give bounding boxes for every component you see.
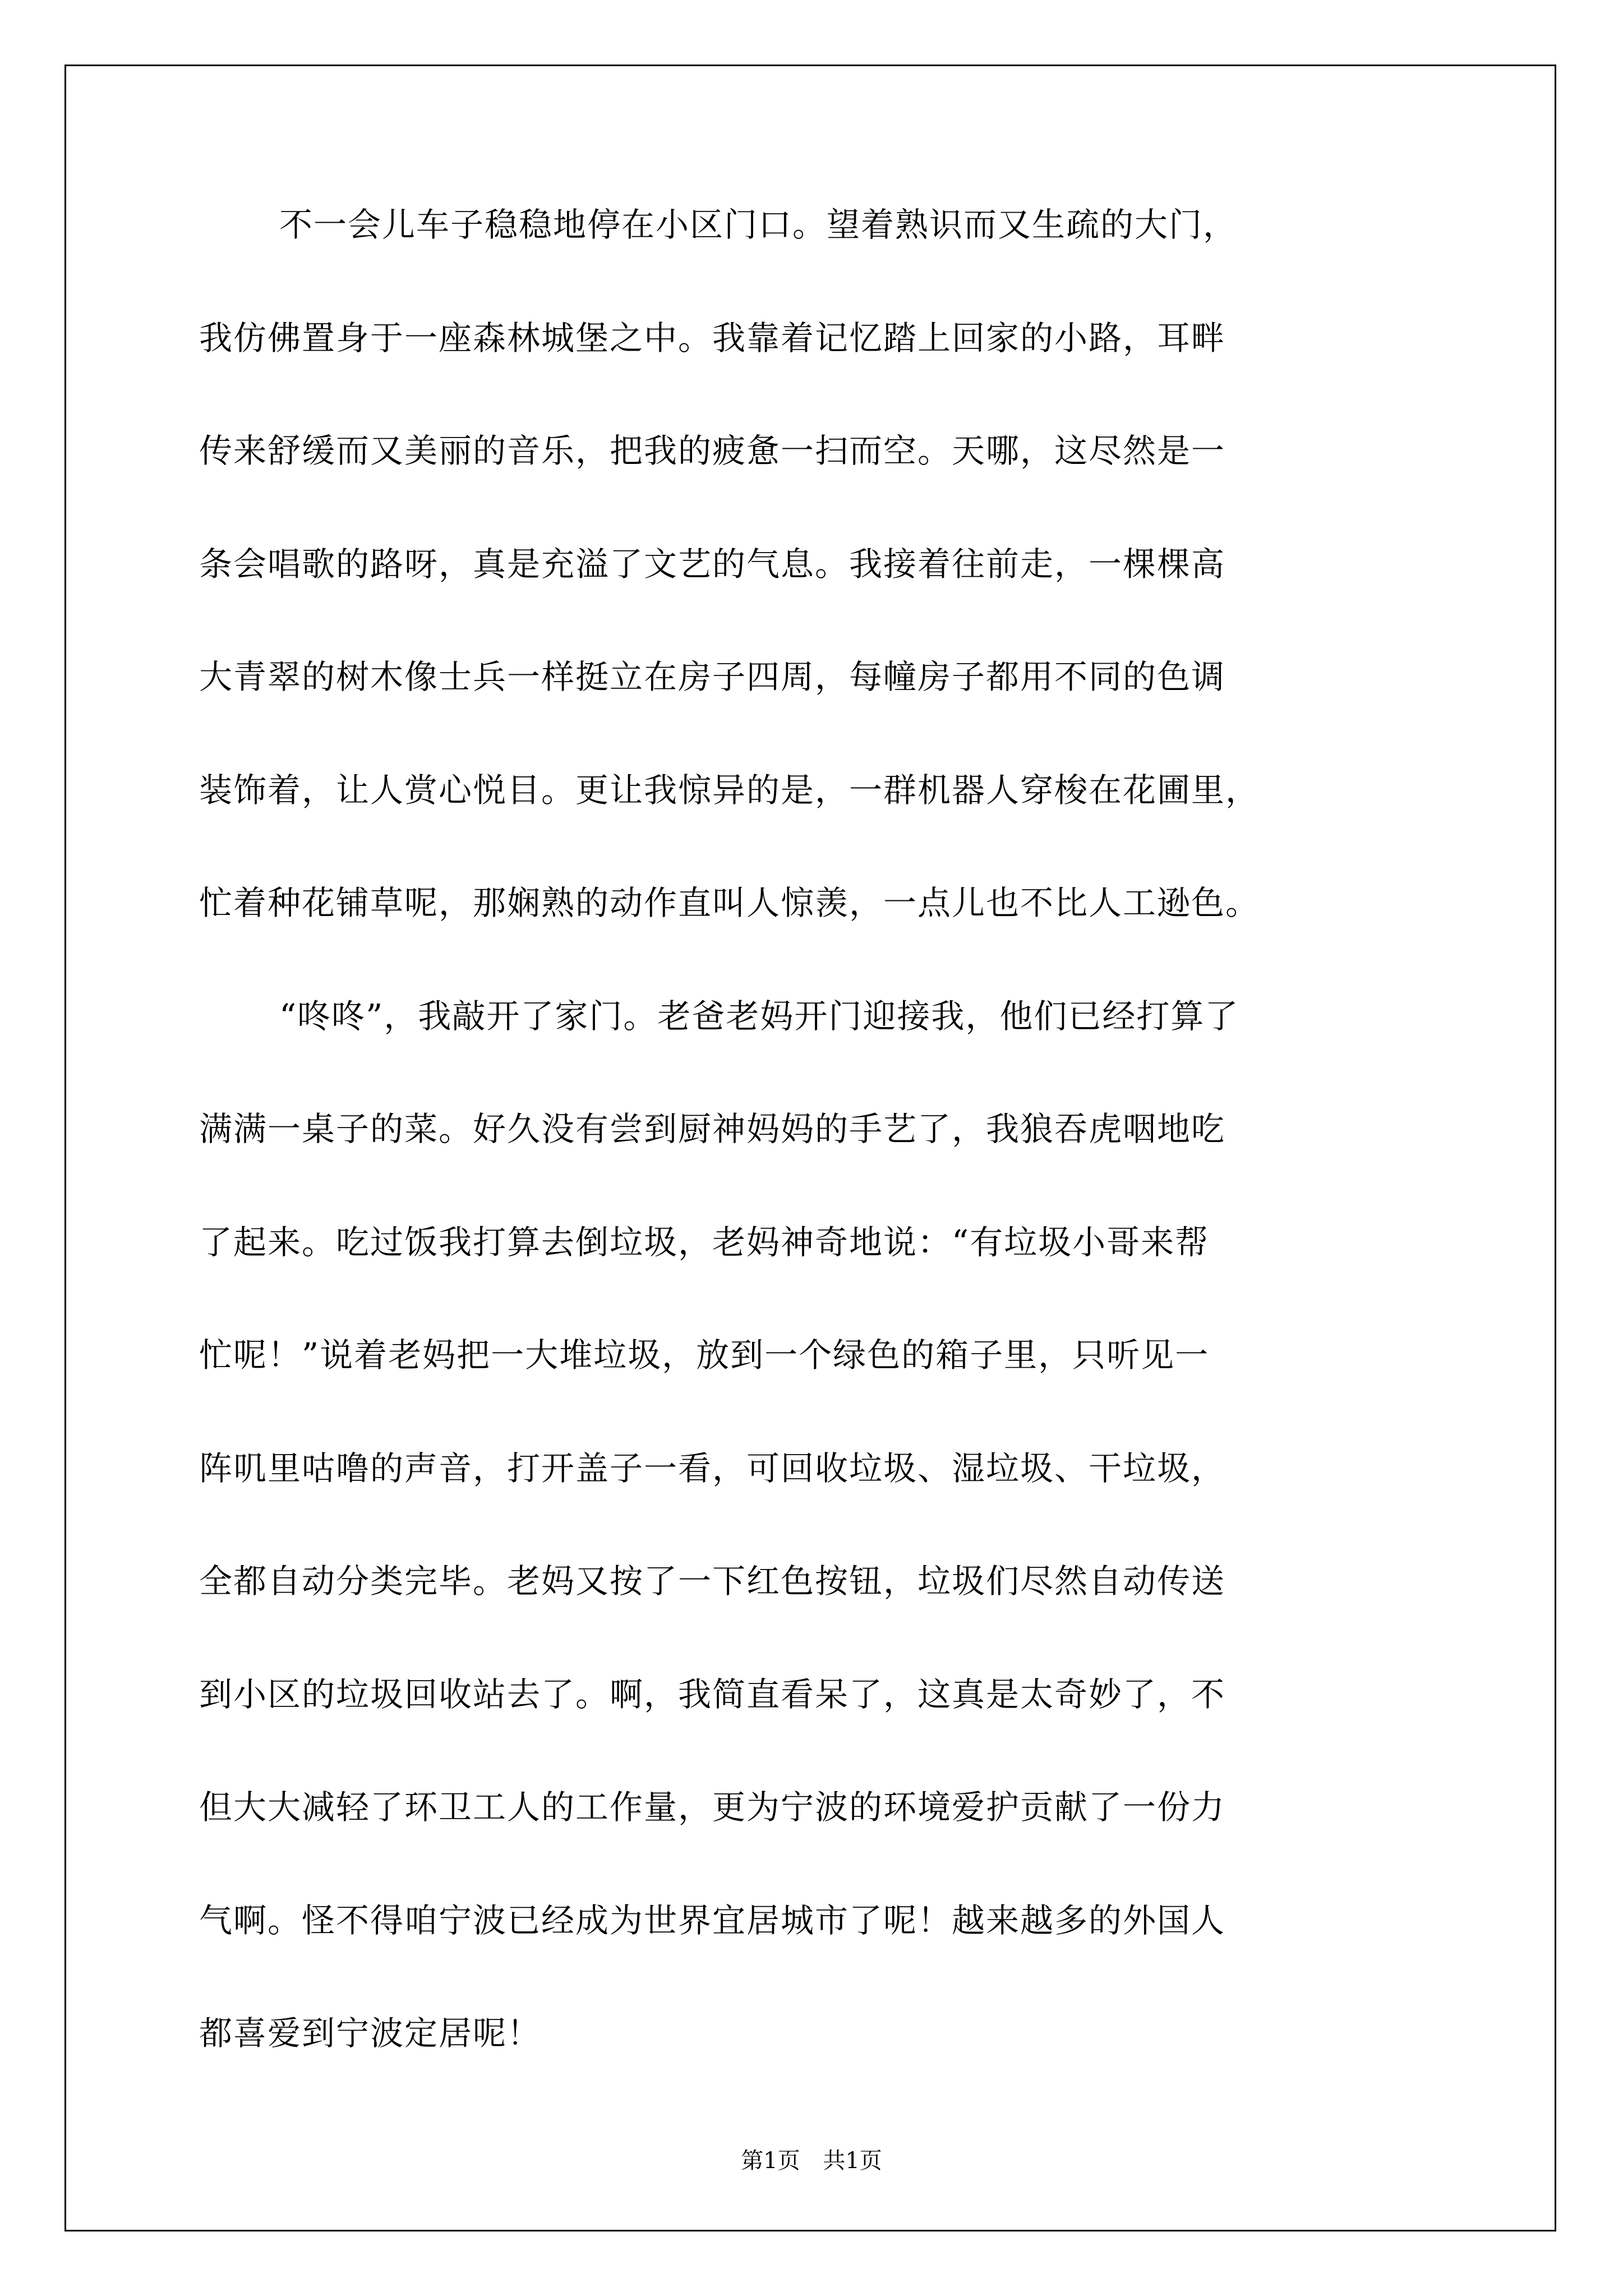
- page-count: 共1页: [823, 2148, 882, 2174]
- text-line: 到小区的垃圾回收站去了。啊，我简直看呆了，这真是太奇妙了，不: [199, 1675, 1226, 1714]
- text-line: 忙着种花铺草呢，那娴熟的动作直叫人惊羡，一点儿也不比人工逊色。: [199, 884, 1260, 922]
- text-line: 了起来。吃过饭我打算去倒垃圾，老妈神奇地说：“有垃圾小哥来帮: [199, 1223, 1210, 1262]
- text-line: 阵叽里咕噜的声音，打开盖子一看，可回收垃圾、湿垃圾、干垃圾，: [199, 1449, 1226, 1488]
- text-line: 条会唱歌的路呀，真是充溢了文艺的气息。我接着往前走，一棵棵高: [199, 545, 1226, 583]
- paragraph-first-line: 不一会儿车子稳稳地停在小区门口。望着熟识而又生疏的大门，: [279, 205, 1238, 244]
- page-number: 第1页: [741, 2148, 800, 2174]
- text-line: 传来舒缓而又美丽的音乐，把我的疲惫一扫而空。天哪，这尽然是一: [199, 431, 1226, 470]
- text-line: 但大大减轻了环卫工人的工作量，更为宁波的环境爱护贡献了一份力: [199, 1788, 1226, 1826]
- text-line: 装饰着，让人赏心悦目。更让我惊异的是，一群机器人穿梭在花圃里，: [199, 771, 1260, 809]
- page-footer: [0, 2143, 1623, 2175]
- paragraph-first-line: “咚咚”，我敲开了家门。老爸老妈开门迎接我，他们已经打算了: [279, 997, 1239, 1036]
- text-line: 忙呢！”说着老妈把一大堆垃圾，放到一个绿色的箱子里，只听见一: [199, 1336, 1210, 1374]
- text-line: 满满一桌子的菜。好久没有尝到厨神妈妈的手艺了，我狼吞虎咽地吃: [199, 1110, 1226, 1148]
- text-line: 都喜爱到宁波定居呢！: [199, 2014, 542, 2053]
- text-line: 全都自动分类完毕。老妈又按了一下红色按钮，垃圾们尽然自动传送: [199, 1562, 1226, 1600]
- text-line: 我仿佛置身于一座森林城堡之中。我靠着记忆踏上回家的小路，耳畔: [199, 319, 1226, 357]
- text-line: 气啊。怪不得咱宁波已经成为世界宜居城市了呢！越来越多的外国人: [199, 1901, 1226, 1940]
- text-line: 大青翠的树木像士兵一样挺立在房子四周，每幢房子都用不同的色调: [199, 657, 1226, 696]
